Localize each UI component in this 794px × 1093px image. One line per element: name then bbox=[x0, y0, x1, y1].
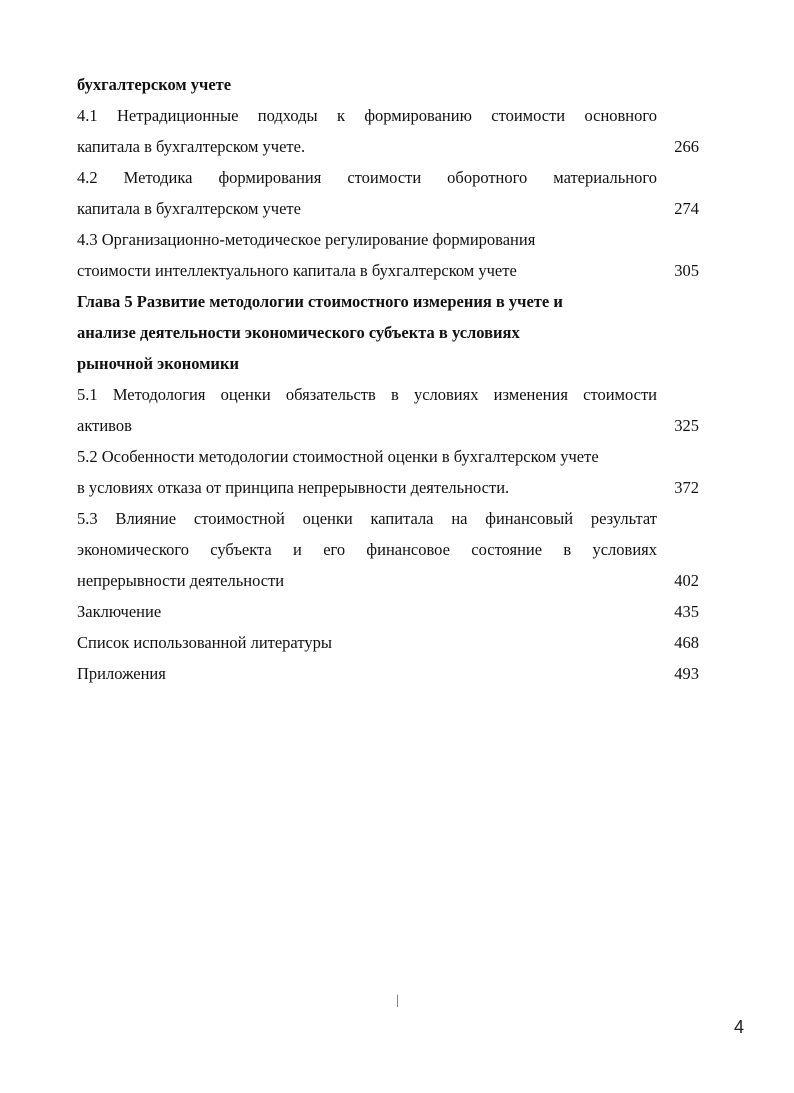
toc-text: в условиях отказа от принципа непрерывности деятельности. bbox=[77, 478, 510, 497]
toc-page-number: 266 bbox=[674, 137, 699, 156]
toc-entry-5-1-cont bbox=[77, 410, 699, 441]
toc-entry-5-2-cont bbox=[77, 472, 699, 503]
toc-entry-conclusion bbox=[77, 596, 699, 627]
toc-text: 5.3 Влияние стоимостной оценки капитала на финансовый результат bbox=[77, 509, 657, 528]
toc-page-number: 274 bbox=[674, 199, 699, 218]
chapter-5-title-line1 bbox=[77, 286, 699, 317]
toc-text: бухгалтерском учете bbox=[77, 75, 232, 94]
toc-text: 5.1 Методология оценки обязательств в условиях изменения стоимости bbox=[77, 385, 657, 404]
toc-text: экономического субъекта и его финансовое состояние в условиях bbox=[77, 540, 657, 559]
toc-entry-4-2-cont bbox=[77, 193, 699, 224]
table-of-contents bbox=[77, 69, 699, 689]
toc-text: Список использованной литературы bbox=[77, 633, 332, 652]
toc-entry-5-3-cont bbox=[77, 534, 699, 565]
chapter-4-title-tail bbox=[77, 69, 699, 100]
toc-entry-4-1 bbox=[77, 100, 699, 131]
toc-text: анализе деятельности экономического субъекта в условиях bbox=[77, 323, 520, 342]
chapter-5-title-line2 bbox=[77, 317, 699, 348]
toc-page-number: 493 bbox=[674, 664, 699, 683]
toc-entry-4-2 bbox=[77, 162, 699, 193]
toc-text: капитала в бухгалтерском учете. bbox=[77, 137, 306, 156]
toc-page-number: 305 bbox=[674, 261, 699, 280]
toc-text: стоимости интеллектуального капитала в бухгалтерском учете bbox=[77, 261, 517, 280]
toc-text: капитала в бухгалтерском учете bbox=[77, 199, 301, 218]
toc-text: рыночной экономики bbox=[77, 354, 239, 373]
toc-entry-5-2 bbox=[77, 441, 699, 472]
toc-text: Приложения bbox=[77, 664, 166, 683]
toc-text: активов bbox=[77, 416, 132, 435]
page-number: 4 bbox=[734, 1017, 745, 1037]
toc-page-number: 402 bbox=[674, 571, 699, 590]
toc-text: 4.2 Методика формирования стоимости оборотного материального bbox=[77, 168, 657, 187]
toc-entry-4-1-cont bbox=[77, 131, 699, 162]
toc-text: Заключение bbox=[77, 602, 162, 621]
toc-entry-4-3 bbox=[77, 224, 699, 255]
toc-text: непрерывности деятельности bbox=[77, 571, 285, 590]
toc-text: 4.1 Нетрадиционные подходы к формированию стоимости основного bbox=[77, 106, 657, 125]
toc-text: 4.3 Организационно-методическое регулирование формирования bbox=[77, 230, 536, 249]
toc-entry-4-3-cont bbox=[77, 255, 699, 286]
chapter-5-title-line3 bbox=[77, 348, 699, 379]
stray-mark: | bbox=[396, 993, 399, 1008]
toc-entry-appendices bbox=[77, 658, 699, 689]
toc-entry-5-3 bbox=[77, 503, 699, 534]
toc-page-number: 372 bbox=[674, 478, 699, 497]
toc-entry-5-3-cont2 bbox=[77, 565, 699, 596]
toc-page-number: 468 bbox=[674, 633, 699, 652]
toc-page-number: 325 bbox=[674, 416, 699, 435]
toc-entry-5-1 bbox=[77, 379, 699, 410]
toc-page-number: 435 bbox=[674, 602, 699, 621]
toc-entry-references bbox=[77, 627, 699, 658]
toc-text: 5.2 Особенности методологии стоимостной оценки в бухгалтерском учете bbox=[77, 447, 599, 466]
toc-text: Глава 5 Развитие методологии стоимостного измерения в учете и bbox=[77, 292, 563, 311]
